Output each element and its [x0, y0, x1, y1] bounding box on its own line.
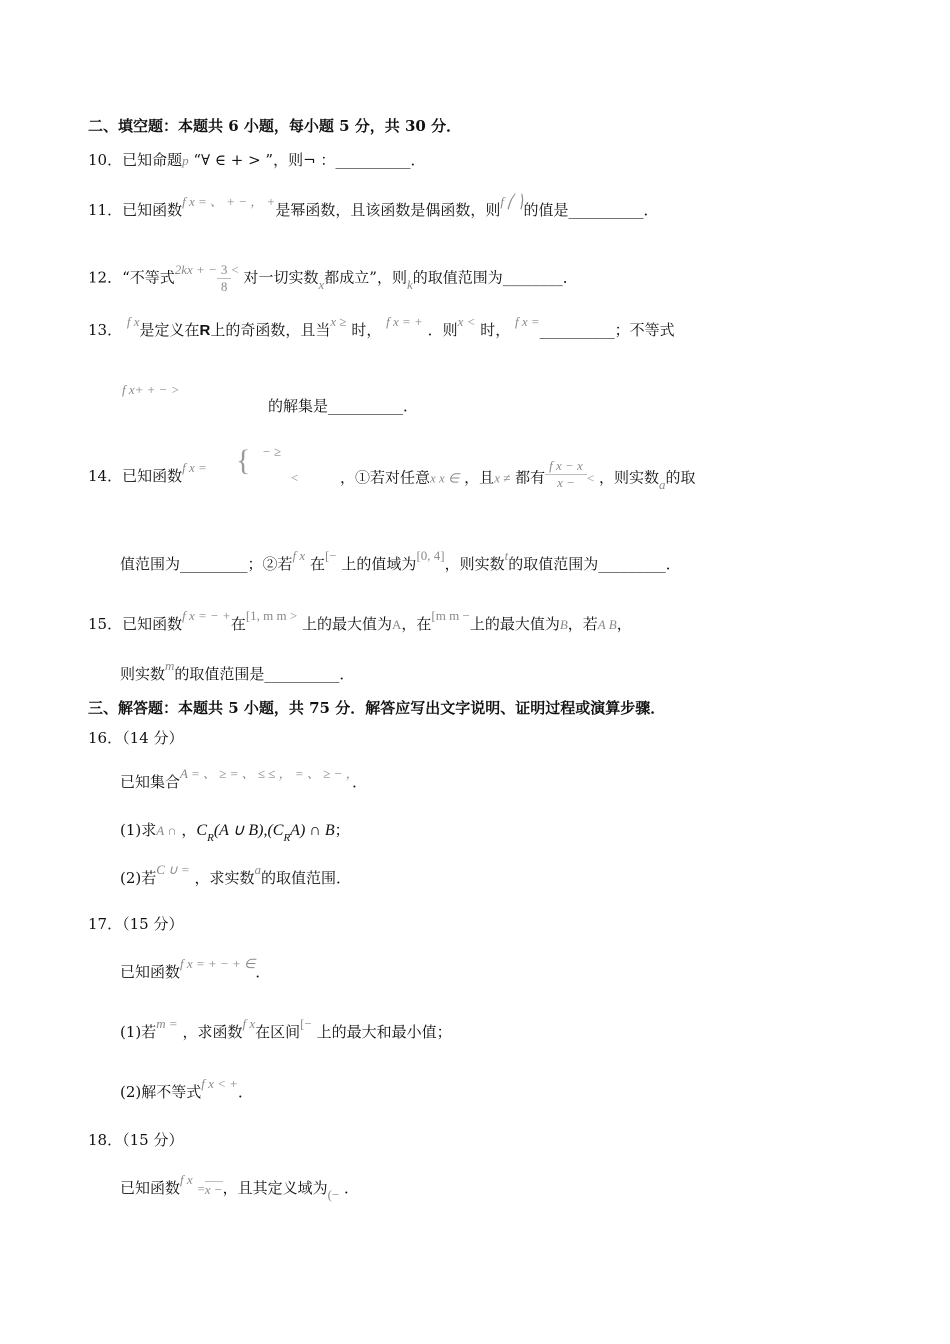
q14-lt: < — [586, 470, 595, 486]
question-10 — [88, 150, 425, 171]
q16-score: （14 分） — [122, 729, 184, 747]
q17-expr: f x = + − + ∈ — [180, 956, 256, 971]
q12-frac-num: 3 — [217, 262, 232, 279]
q14-t5: 的取 — [665, 468, 696, 487]
q13-expr2: f x = — [514, 314, 540, 329]
q14-neq: x ≠ — [494, 470, 511, 486]
q17-p1-m: m = — [156, 1016, 178, 1031]
q14-t1: ，①若对任意 — [340, 468, 431, 487]
q11-expr2: f ⎛ ⎞ — [500, 194, 524, 209]
q17-number: 17． — [88, 915, 123, 933]
q14-t-var: t — [504, 548, 509, 563]
q14-interval: [− — [324, 548, 337, 563]
q15-interval2: [m m − — [431, 608, 470, 623]
q16-p1-R: R — [207, 832, 214, 844]
q17-p1-t2: 在区间 — [255, 1023, 301, 1041]
q12-mid2: 都成立”，则 — [324, 268, 407, 287]
q13-t2: 上的奇函数，且当 — [210, 321, 331, 339]
section-3-title: 三、解答题：本题共 5 小题，共 75 分．解答应写出文字说明、证明过程或演算步骤． — [88, 699, 666, 717]
q18-frac-den: x − — [204, 1181, 223, 1197]
q11-function-expr: f x = 、 + − ， + — [182, 194, 276, 209]
q16-p1-prefix: (1)求 — [120, 821, 157, 839]
q15-A: A — [392, 617, 402, 632]
q17-score: （15 分） — [122, 915, 184, 933]
q14-case2: < — [290, 470, 299, 485]
q13-end: ． — [403, 397, 419, 415]
q13-fx: f x — [126, 314, 140, 329]
q13-t3: 时， — [351, 321, 382, 339]
q14-fraction — [545, 458, 587, 491]
q17-p2-expr: f x < + — [201, 1076, 238, 1091]
q14-t9: 上的值域为 — [341, 555, 417, 573]
q13-line2 — [268, 396, 418, 416]
q14-t4: ，则实数 — [598, 468, 659, 487]
q13-blank2: __________ — [328, 397, 404, 415]
q14-line2 — [120, 548, 681, 575]
q14-frac-den: x − — [557, 475, 575, 490]
q13-expr1: f x = + — [386, 314, 423, 329]
q13-cond2: x < — [457, 314, 476, 329]
q14-range: [0, 4] — [416, 548, 445, 563]
q18-statement — [120, 1172, 360, 1202]
q14-end: ． — [665, 555, 681, 573]
q14-fx2: f x — [292, 548, 306, 563]
q13-number: 13． — [88, 321, 123, 339]
q15-m: m — [165, 658, 175, 673]
q16-sets: A = 、 ≥ = 、 ≤ ≤ ， = 、 ≥ − ， — [180, 766, 353, 781]
q18-fx: f x — [180, 1172, 193, 1187]
q13-blank1: __________ — [539, 321, 615, 339]
q16-number: 16． — [88, 729, 123, 747]
question-13 — [88, 314, 675, 341]
question-18-header — [88, 1130, 183, 1150]
q14-case1: − ≥ — [262, 444, 282, 459]
q17-part2 — [120, 1076, 253, 1103]
q12-fraction — [217, 262, 232, 295]
q14-blank1: _________ — [180, 555, 248, 573]
q10-blank: __________ — [335, 151, 411, 169]
q11-post: 的值是 — [523, 201, 569, 219]
question-17-header — [88, 914, 183, 934]
q12-end: ． — [562, 268, 578, 287]
q16-p2-expr: C ∪ = — [156, 862, 190, 877]
q17-p2-prefix: (2)解不等式 — [120, 1083, 202, 1101]
q14-line1-rest — [340, 458, 696, 492]
q16-p2-mid: ，求实数 — [194, 869, 255, 887]
q15-blank: __________ — [264, 665, 340, 683]
q15-end: ． — [339, 665, 355, 683]
q18-eq: = — [197, 1181, 205, 1196]
q15-t4: 上的最大值为 — [469, 615, 560, 633]
q14-t6: 值范围为 — [120, 555, 181, 573]
q16-p1-tail: A) ∩ B — [290, 822, 335, 839]
q15-t7: 则实数 — [120, 665, 166, 683]
q14-t8: 在 — [309, 555, 325, 573]
q10-end: ． — [410, 151, 426, 169]
q14-t11: 的取值范围为 — [508, 555, 599, 573]
q16-statement — [120, 766, 368, 793]
q18-score: （15 分） — [122, 1131, 184, 1149]
q10-quote: “∀ ∈ + > ”，则¬ ： — [193, 151, 336, 169]
q15-line2 — [120, 658, 355, 685]
q14-frac-num: f x − x — [545, 458, 587, 475]
q11-prefix: 已知函数 — [122, 201, 183, 219]
question-11 — [88, 194, 659, 221]
q18-number: 18． — [88, 1131, 123, 1149]
q16-p2-prefix: (2)若 — [120, 869, 157, 887]
q12-post: 的取值范围为 — [412, 268, 503, 287]
q12-x: x — [318, 276, 325, 292]
question-16-header — [88, 728, 183, 748]
q13-R: R — [199, 322, 211, 339]
q16-part1 — [120, 820, 350, 842]
q11-blank: __________ — [568, 201, 644, 219]
q16-p2-post: 的取值范围． — [261, 869, 352, 887]
q12-number: 12． — [88, 268, 123, 287]
q12-mid1: 对一切实数 — [243, 268, 319, 287]
q17-p2-end: ． — [237, 1083, 253, 1101]
q16-p1-mid: ， — [181, 821, 197, 839]
q15-t6: ， — [616, 615, 632, 633]
q16-part2 — [120, 862, 352, 889]
q12-k: k — [406, 276, 413, 292]
q17-p1-fx: f x — [242, 1016, 256, 1031]
q14-prefix: 已知函数 — [122, 467, 183, 485]
q16-p1-end: ； — [334, 821, 350, 839]
q14-a: a — [658, 476, 666, 492]
q16-end: ． — [352, 773, 368, 791]
q15-interval1: [1, m m > — [245, 608, 298, 623]
q18-t1: ，且其定义域为 — [222, 1179, 328, 1197]
q12-frac-den: 8 — [220, 279, 228, 294]
q17-p1-interval: [− — [300, 1016, 312, 1031]
q14-brace: { — [236, 444, 251, 477]
q17-p1-t1: ，求函数 — [182, 1023, 243, 1041]
q13-t1: 是定义在 — [139, 321, 200, 339]
q16-p1-C: C — [196, 822, 208, 839]
q13-t6: ；不等式 — [614, 321, 675, 339]
question-12 — [88, 262, 578, 295]
section-2-title: 二、填空题：本题共 6 小题，每小题 5 分，共 30 分． — [88, 117, 462, 135]
q12-prefix: “不等式 — [122, 268, 175, 287]
q18-domain: (− — [327, 1187, 340, 1202]
q16-p1-set: (A ∪ B),( — [213, 822, 273, 839]
q15-t2: 上的最大值为 — [302, 615, 393, 633]
q14-t2: ，且 — [464, 468, 495, 487]
q15-t3: ，在 — [401, 615, 432, 633]
q15-fx: f x = − + — [182, 608, 231, 623]
q17-statement — [120, 956, 271, 983]
q10-p: p — [182, 153, 189, 168]
q16-p2-a: a — [254, 862, 262, 877]
q11-number: 11． — [88, 201, 123, 219]
q17-part1 — [120, 1016, 452, 1043]
q18-fraction — [205, 1181, 223, 1198]
q13-t4: ．则 — [427, 321, 458, 339]
q11-mid: 是幂函数，且该函数是偶函数，则 — [275, 201, 501, 219]
q16-p1-R2: R — [283, 832, 291, 844]
q16-p1-C2: C — [272, 822, 284, 839]
q15-cond: A B — [597, 617, 617, 632]
q14-t3: 都有 — [515, 468, 546, 487]
q14-fx: f x = — [182, 460, 207, 475]
q13-t5: 时， — [480, 321, 511, 339]
q14-t10: ，则实数 — [444, 555, 505, 573]
q10-number: 10． — [88, 151, 123, 169]
q17-prefix: 已知函数 — [120, 963, 181, 981]
q15-t5: ，若 — [567, 615, 598, 633]
q16-prefix: 已知集合 — [120, 773, 181, 791]
q14-t7: ；②若 — [247, 555, 293, 573]
q15-t8: 的取值范围是 — [174, 665, 265, 683]
q14-number: 14． — [88, 467, 123, 485]
q15-prefix: 已知函数 — [122, 615, 183, 633]
q15-t1: 在 — [230, 615, 246, 633]
q11-end: ． — [643, 201, 659, 219]
q17-p1-t3: 上的最大和最小值； — [316, 1023, 452, 1041]
q14-vars: x x ∈ — [430, 470, 460, 486]
q16-p1-expr: A ∩ — [156, 823, 177, 838]
q15-number: 15． — [88, 615, 123, 633]
q18-prefix: 已知函数 — [120, 1179, 181, 1197]
q12-expr: 2kx + − — [174, 261, 217, 277]
q15-B: B — [559, 617, 568, 632]
question-15 — [88, 608, 632, 635]
q18-end: ． — [344, 1179, 360, 1197]
q12-lt: < — [231, 261, 239, 277]
q12-blank: ________ — [502, 268, 563, 287]
question-14 — [88, 460, 207, 487]
q14-blank2: _________ — [598, 555, 666, 573]
q10-prefix: 已知命题 — [122, 151, 183, 169]
q17-end: ． — [255, 963, 271, 981]
q13-t7: 的解集是 — [268, 397, 329, 415]
q17-p1-prefix: (1)若 — [120, 1023, 157, 1041]
q13-inequality: f x+ + − > — [122, 382, 180, 397]
q13-cond1: x ≥ — [330, 314, 347, 329]
